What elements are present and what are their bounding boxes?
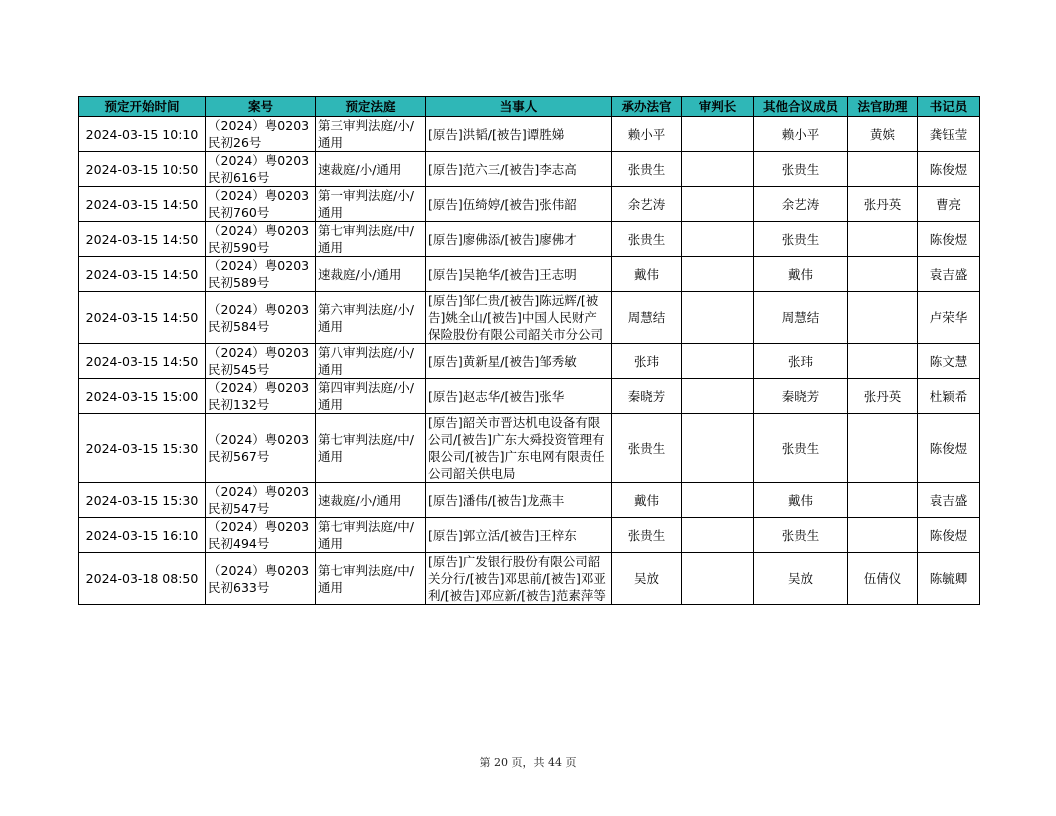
table-row xyxy=(79,379,980,414)
cell-clerk: 卢荣华 xyxy=(918,292,980,344)
cell-time: 2024-03-18 08:50 xyxy=(79,553,206,605)
cell-members: 戴伟 xyxy=(754,483,848,518)
cell-assistant: 黄嫔 xyxy=(848,117,918,152)
cell-time: 2024-03-15 14:50 xyxy=(79,344,206,379)
cell-case: （2024）粤0203民初590号 xyxy=(206,222,316,257)
cell-chief xyxy=(682,344,754,379)
cell-members: 周慧结 xyxy=(754,292,848,344)
cell-case: （2024）粤0203民初760号 xyxy=(206,187,316,222)
cell-chief xyxy=(682,117,754,152)
cell-members: 余艺涛 xyxy=(754,187,848,222)
cell-judge: 秦晓芳 xyxy=(612,379,682,414)
cell-assistant xyxy=(848,483,918,518)
cell-case: （2024）粤0203民初494号 xyxy=(206,518,316,553)
cell-parties: [原告]范六三/[被告]李志高 xyxy=(426,152,612,187)
cell-clerk: 陈毓卿 xyxy=(918,553,980,605)
cell-case: （2024）粤0203民初633号 xyxy=(206,553,316,605)
cell-judge: 张贵生 xyxy=(612,414,682,483)
cell-court: 第七审判法庭/中/通用 xyxy=(316,414,426,483)
cell-assistant xyxy=(848,152,918,187)
cell-parties: [原告]廖佛添/[被告]廖佛才 xyxy=(426,222,612,257)
column-header-case: 案号 xyxy=(206,97,316,117)
cell-court: 速裁庭/小/通用 xyxy=(316,257,426,292)
cell-time: 2024-03-15 15:30 xyxy=(79,483,206,518)
cell-parties: [原告]赵志华/[被告]张华 xyxy=(426,379,612,414)
cell-clerk: 陈俊煜 xyxy=(918,222,980,257)
cell-court: 第七审判法庭/中/通用 xyxy=(316,553,426,605)
cell-clerk: 陈俊煜 xyxy=(918,414,980,483)
table-row xyxy=(79,187,980,222)
column-header-judge: 承办法官 xyxy=(612,97,682,117)
cell-members: 秦晓芳 xyxy=(754,379,848,414)
cell-chief xyxy=(682,152,754,187)
cell-chief xyxy=(682,379,754,414)
table-row xyxy=(79,344,980,379)
cell-chief xyxy=(682,292,754,344)
cell-clerk: 袁吉盛 xyxy=(918,483,980,518)
cell-members: 戴伟 xyxy=(754,257,848,292)
cell-case: （2024）粤0203民初589号 xyxy=(206,257,316,292)
cell-chief xyxy=(682,553,754,605)
cell-court: 速裁庭/小/通用 xyxy=(316,483,426,518)
cell-case: （2024）粤0203民初545号 xyxy=(206,344,316,379)
table-row xyxy=(79,152,980,187)
hearing-schedule-table xyxy=(78,96,980,605)
table-row xyxy=(79,553,980,605)
cell-court: 第六审判法庭/小/通用 xyxy=(316,292,426,344)
column-header-assistant: 法官助理 xyxy=(848,97,918,117)
cell-time: 2024-03-15 14:50 xyxy=(79,292,206,344)
cell-parties: [原告]洪韬/[被告]谭胜娣 xyxy=(426,117,612,152)
cell-time: 2024-03-15 14:50 xyxy=(79,187,206,222)
cell-court: 第一审判法庭/小/通用 xyxy=(316,187,426,222)
cell-judge: 张玮 xyxy=(612,344,682,379)
cell-time: 2024-03-15 10:50 xyxy=(79,152,206,187)
cell-judge: 戴伟 xyxy=(612,257,682,292)
cell-parties: [原告]潘伟/[被告]龙燕丰 xyxy=(426,483,612,518)
cell-assistant: 伍倩仪 xyxy=(848,553,918,605)
cell-assistant xyxy=(848,414,918,483)
cell-judge: 张贵生 xyxy=(612,518,682,553)
cell-court: 第七审判法庭/中/通用 xyxy=(316,518,426,553)
cell-case: （2024）粤0203民初26号 xyxy=(206,117,316,152)
cell-assistant xyxy=(848,518,918,553)
cell-chief xyxy=(682,187,754,222)
table-row xyxy=(79,414,980,483)
table-row xyxy=(79,117,980,152)
cell-judge: 戴伟 xyxy=(612,483,682,518)
cell-court: 第四审判法庭/小/通用 xyxy=(316,379,426,414)
cell-judge: 吴放 xyxy=(612,553,682,605)
cell-parties: [原告]吴艳华/[被告]王志明 xyxy=(426,257,612,292)
cell-time: 2024-03-15 15:30 xyxy=(79,414,206,483)
cell-chief xyxy=(682,518,754,553)
cell-judge: 赖小平 xyxy=(612,117,682,152)
cell-members: 张贵生 xyxy=(754,414,848,483)
column-header-time: 预定开始时间 xyxy=(79,97,206,117)
table-header xyxy=(79,97,980,117)
cell-case: （2024）粤0203民初616号 xyxy=(206,152,316,187)
cell-court: 第三审判法庭/小/通用 xyxy=(316,117,426,152)
cell-court: 速裁庭/小/通用 xyxy=(316,152,426,187)
cell-parties: [原告]韶关市晋达机电设备有限公司/[被告]广东大舜投资管理有限公司/[被告]广东电网有限责任公司韶关供电局 xyxy=(426,414,612,483)
cell-assistant xyxy=(848,257,918,292)
table-body xyxy=(79,117,980,605)
column-header-chief: 审判长 xyxy=(682,97,754,117)
cell-chief xyxy=(682,483,754,518)
cell-clerk: 陈俊煜 xyxy=(918,152,980,187)
cell-clerk: 杜颖希 xyxy=(918,379,980,414)
cell-time: 2024-03-15 14:50 xyxy=(79,257,206,292)
cell-parties: [原告]广发银行股份有限公司韶关分行/[被告]邓思前/[被告]邓亚利/[被告]邓应新/[被告]范素萍等 xyxy=(426,553,612,605)
cell-chief xyxy=(682,414,754,483)
cell-members: 张贵生 xyxy=(754,152,848,187)
cell-judge: 余艺涛 xyxy=(612,187,682,222)
cell-assistant xyxy=(848,292,918,344)
cell-clerk: 龚钰莹 xyxy=(918,117,980,152)
table-row xyxy=(79,222,980,257)
cell-parties: [原告]黄新星/[被告]邹秀敏 xyxy=(426,344,612,379)
column-header-members: 其他合议成员 xyxy=(754,97,848,117)
cell-assistant xyxy=(848,344,918,379)
table-row xyxy=(79,257,980,292)
column-header-clerk: 书记员 xyxy=(918,97,980,117)
cell-time: 2024-03-15 14:50 xyxy=(79,222,206,257)
cell-chief xyxy=(682,257,754,292)
cell-case: （2024）粤0203民初584号 xyxy=(206,292,316,344)
cell-assistant xyxy=(848,222,918,257)
cell-clerk: 陈俊煜 xyxy=(918,518,980,553)
cell-time: 2024-03-15 16:10 xyxy=(79,518,206,553)
cell-case: （2024）粤0203民初132号 xyxy=(206,379,316,414)
table-row xyxy=(79,292,980,344)
column-header-parties: 当事人 xyxy=(426,97,612,117)
cell-members: 张贵生 xyxy=(754,222,848,257)
cell-court: 第七审判法庭/中/通用 xyxy=(316,222,426,257)
cell-members: 张玮 xyxy=(754,344,848,379)
cell-court: 第八审判法庭/小/通用 xyxy=(316,344,426,379)
cell-assistant: 张丹英 xyxy=(848,187,918,222)
table-row xyxy=(79,518,980,553)
column-header-court: 预定法庭 xyxy=(316,97,426,117)
cell-parties: [原告]邹仁贵/[被告]陈远辉/[被告]姚全山/[被告]中国人民财产保险股份有限公司韶关市分公司 xyxy=(426,292,612,344)
table-row xyxy=(79,483,980,518)
cell-clerk: 陈文慧 xyxy=(918,344,980,379)
cell-time: 2024-03-15 10:10 xyxy=(79,117,206,152)
cell-case: （2024）粤0203民初567号 xyxy=(206,414,316,483)
cell-judge: 周慧结 xyxy=(612,292,682,344)
cell-members: 赖小平 xyxy=(754,117,848,152)
cell-clerk: 曹亮 xyxy=(918,187,980,222)
cell-assistant: 张丹英 xyxy=(848,379,918,414)
cell-members: 张贵生 xyxy=(754,518,848,553)
page-number: 第 20 页，共 44 页 xyxy=(479,756,577,769)
cell-judge: 张贵生 xyxy=(612,222,682,257)
cell-parties: [原告]郭立活/[被告]王梓东 xyxy=(426,518,612,553)
cell-case: （2024）粤0203民初547号 xyxy=(206,483,316,518)
header-row xyxy=(79,97,980,117)
cell-judge: 张贵生 xyxy=(612,152,682,187)
cell-parties: [原告]伍绮婷/[被告]张伟韶 xyxy=(426,187,612,222)
cell-clerk: 袁吉盛 xyxy=(918,257,980,292)
cell-time: 2024-03-15 15:00 xyxy=(79,379,206,414)
cell-members: 吴放 xyxy=(754,553,848,605)
cell-chief xyxy=(682,222,754,257)
